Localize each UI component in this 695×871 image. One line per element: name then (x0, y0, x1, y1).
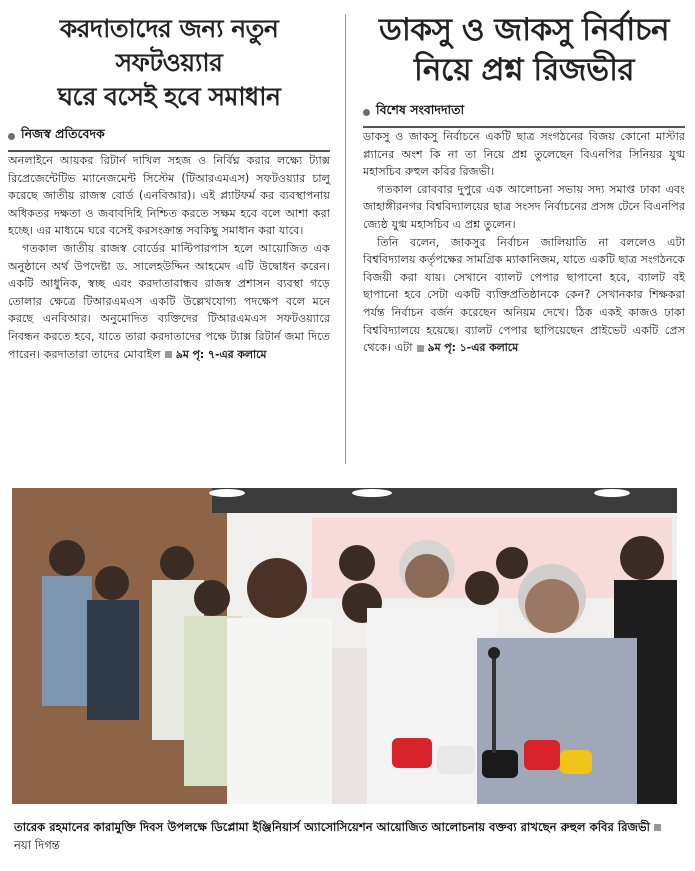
left-headline-line2: ঘরে বসেই হবে সমাধান (57, 82, 281, 111)
right-paragraph-3 (363, 234, 685, 357)
bullet-icon (363, 109, 370, 116)
column-divider (345, 14, 346, 464)
square-marker-icon (417, 345, 424, 352)
photo-source: নয়া দিগন্ত (14, 838, 60, 852)
right-article-body (363, 126, 685, 357)
square-marker-icon (654, 824, 661, 831)
right-paragraph-3-text: তিনি বলেন, জাকসুর নির্বাচন জালিয়াতি না বললেও এটা বিশ্ববিদ্যালয় কর্তৃপক্ষের সামগ্রিক ম্যাকানিজম, যাতে একটি ছাত্র সংগঠনকে বিজয়ী করা যায়। সেখানে ব্যালট পেপার ছাপানো হবে, ব্যালট বই ছাপানো হবে সেটা একটি ব্যক্তিপ্রতিষ্ঠানকে কেন? সেখানকার শিক্ষকরা পর্যন্ত নির্বাচন বর্জন করেছেন অনিয়ম দেখে। ঠিক একই কাজও ঢাকা বিশ্ববিদ্যালয়ে হয়েছে। ব্যালট পেপার ছাপিয়েছেন প্রাইভেট একটি প্রেস থেকে। এটা (363, 235, 685, 355)
photo-caption (14, 818, 682, 854)
left-article-body (8, 150, 330, 363)
right-paragraph-1: ডাকসু ও জাকসু নির্বাচনে একটি ছাত্র সংগঠনের বিজয় কোনো মাস্টার প্ল্যানের অংশ কি না তা নিয়ে প্রশ্ন তুলেছেন বিএনপির সিনিয়র যুগ্ম মহাসচিব রুহুল কবির রিজভী। (363, 130, 685, 179)
left-paragraph-2 (8, 240, 330, 363)
left-article (8, 0, 330, 363)
bullet-icon (8, 133, 15, 140)
right-byline (363, 102, 685, 122)
caption-text: তারেক রহমানের কারামুক্তি দিবস উপলক্ষে ডিপ্লোমা ইঞ্জিনিয়ার্স অ্যাসোসিয়েশন আয়োজিত আলোচনায় বক্তব্য রাখছেন রুহুল কবির রিজভী (14, 820, 650, 834)
left-paragraph-1: অনলাইনে আয়কর রিটার্ন দাখিল সহজ ও নির্বিঘ্ন করার লক্ষ্যে ট্যাক্স রিপ্রেজেন্টেটিভ ম্যানেজমেন্ট সিস্টেম (টিআরএমএস) সফটওয়্যার চালু করেছে জাতীয় রাজস্ব বোর্ড (এনবিআর)। এই প্ল্যাটফর্ম কর ব্যবস্থাপনায় অধিকতর দক্ষতা ও জবাবদিহি নিশ্চিত করতে সক্ষম হবে বলে আশা করা হচ্ছে। এর মাধ্যমে ঘরে বসেই করসংক্রান্ত সবকিছু সমাধান করা যাবে। (8, 154, 330, 238)
right-headline (363, 10, 685, 90)
left-byline-text: নিজস্ব প্রতিবেদক (21, 126, 105, 141)
left-byline (8, 126, 330, 146)
square-marker-icon (165, 351, 172, 358)
right-paragraph-2: গতকাল রোববার দুপুরে এক আলোচনা সভায় সদ্য সমাপ্ত ঢাকা এবং জাহাঙ্গীরনগর বিশ্ববিদ্যালয়ের ছাত্র সংসদ নির্বাচনের প্রসঙ্গ টেনে বিএনপির জ্যেষ্ঠ যুগ্ম মহাসচিব এ প্রশ্ন তুলেন। (363, 182, 685, 231)
right-article (363, 0, 685, 357)
right-byline-text: বিশেষ সংবাদদাতা (376, 102, 465, 117)
news-photo (12, 488, 677, 804)
left-headline (8, 12, 330, 114)
left-paragraph-2-text: গতকাল জাতীয় রাজস্ব বোর্ডের মাল্টিপারপাস হলে আয়োজিত এক অনুষ্ঠানে অর্থ উপদেষ্টা ড. সালেহউদ্দিন আহমেদ এটি উদ্বোধন করেন। একটি আধুনিক, স্বচ্ছ এবং করদাতাবান্ধব রাজস্ব প্রশাসন ব্যবস্থা গড়ে তোলার ক্ষেত্রে টিআরএমএস একটি উল্লেখযোগ্য পদক্ষেপ বলে মনে করছে এনবিআর। অনুমোদিত ব্যক্তিদের টিআরএমএস সফটওয়্যারে নিবন্ধন করতে হবে, যাতে তারা করদাতাদের পক্ষে ট্যাক্স রিটার্ন জমা দিতে পারেন। করদাতারা তাদের মোবাইল (8, 241, 330, 361)
left-continuation: ৯ম পৃ: ৭-এর কলামে (175, 347, 267, 361)
press-conference-photo (12, 488, 677, 804)
right-headline-line2: নিয়ে প্রশ্ন রিজভীর (414, 52, 634, 88)
left-headline-line1: করদাতাদের জন্য নতুন সফটওয়্যার (59, 14, 279, 77)
right-continuation: ৯ম পৃ: ১-এর কলামে (427, 341, 519, 355)
right-headline-line1: ডাকসু ও জাকসু নির্বাচন (379, 12, 669, 48)
